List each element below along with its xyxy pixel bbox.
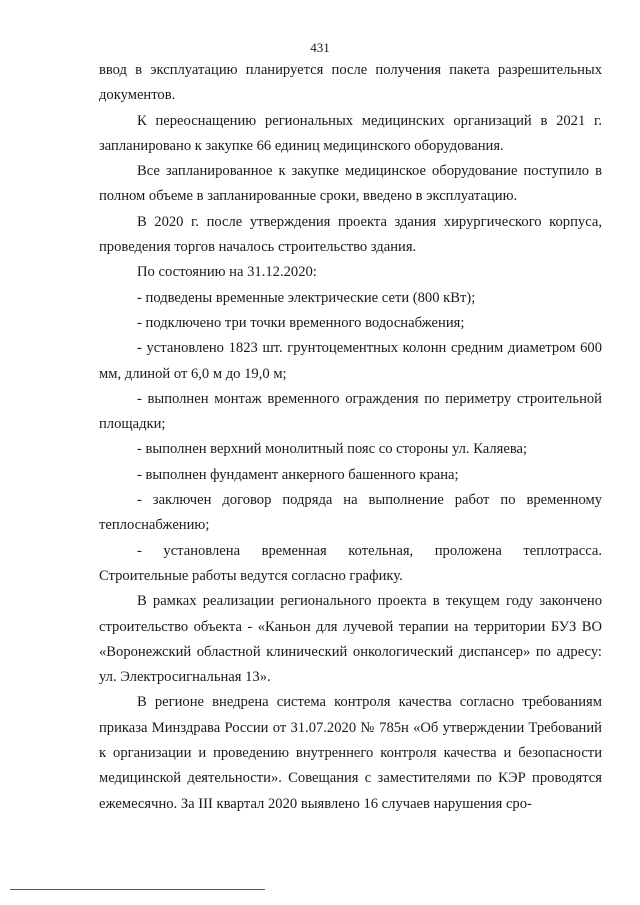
list-item: - установлена временная котельная, проложена теплотрасса. Строительные работы ведутся согласно графику.: [99, 542, 602, 584]
page-number: 431: [310, 40, 330, 55]
paragraph-status-date: По состоянию на 31.12.2020:: [137, 264, 317, 281]
list-item: - установлено 1823 шт. грунтоцементных колонн средним диаметром 600 мм, длиной от 6,0 м до 19,0 м;: [99, 340, 602, 382]
paragraph-surgical-building: В 2020 г. после утверждения проекта здания хирургического корпуса, проведения торгов началось строительство здания.: [99, 213, 602, 256]
list-item: - подключено три точки временного водоснабжения;: [137, 314, 465, 331]
list-item: - подведены временные электрические сети (800 кВт);: [137, 289, 476, 306]
list-item: - заключен договор подряда на выполнение работ по временному теплоснабжению;: [99, 492, 602, 534]
list-item: - выполнен монтаж временного ограждения по периметру строительной площадки;: [99, 390, 602, 433]
paragraph-commissioning: ввод в эксплуатацию планируется после получения пакета разрешительных документов.: [99, 62, 602, 104]
list-item: - выполнен верхний монолитный пояс со стороны ул. Каляева;: [137, 441, 528, 458]
paragraph-canyon-project: В рамках реализации регионального проекта в текущем году закончено строительство объекта - «Каньон для лучевой терапии на территории БУЗ ВО «Воронежский областной клинический онкологический диспансер» по адресу: ул. Электросигнальная 13».: [99, 593, 602, 686]
paragraph-equipment-delivered: Все запланированное к закупке медицинское оборудование поступило в полном объеме в запланированные сроки, введено в эксплуатацию.: [99, 163, 602, 205]
footnote-divider: [10, 889, 265, 890]
paragraph-reequipment: К переоснащению региональных медицинских организаций в 2021 г. запланировано к закупке 66 единиц медицинского оборудования.: [99, 112, 602, 154]
document-body: [99, 58, 602, 817]
list-item: - выполнен фундамент анкерного башенного крана;: [137, 466, 459, 483]
paragraph-quality-control: В регионе внедрена система контроля качества согласно требованиям приказа Минздрава России от 31.07.2020 № 785н «Об утверждении Требований к организации и проведению внутреннего контроля качества и безопасности медицинской деятельности». Совещания с заместителями по КЭР проводятся ежемесячно. За III квартал 2020 выявлено 16 случаев нарушения сро-: [99, 694, 602, 812]
